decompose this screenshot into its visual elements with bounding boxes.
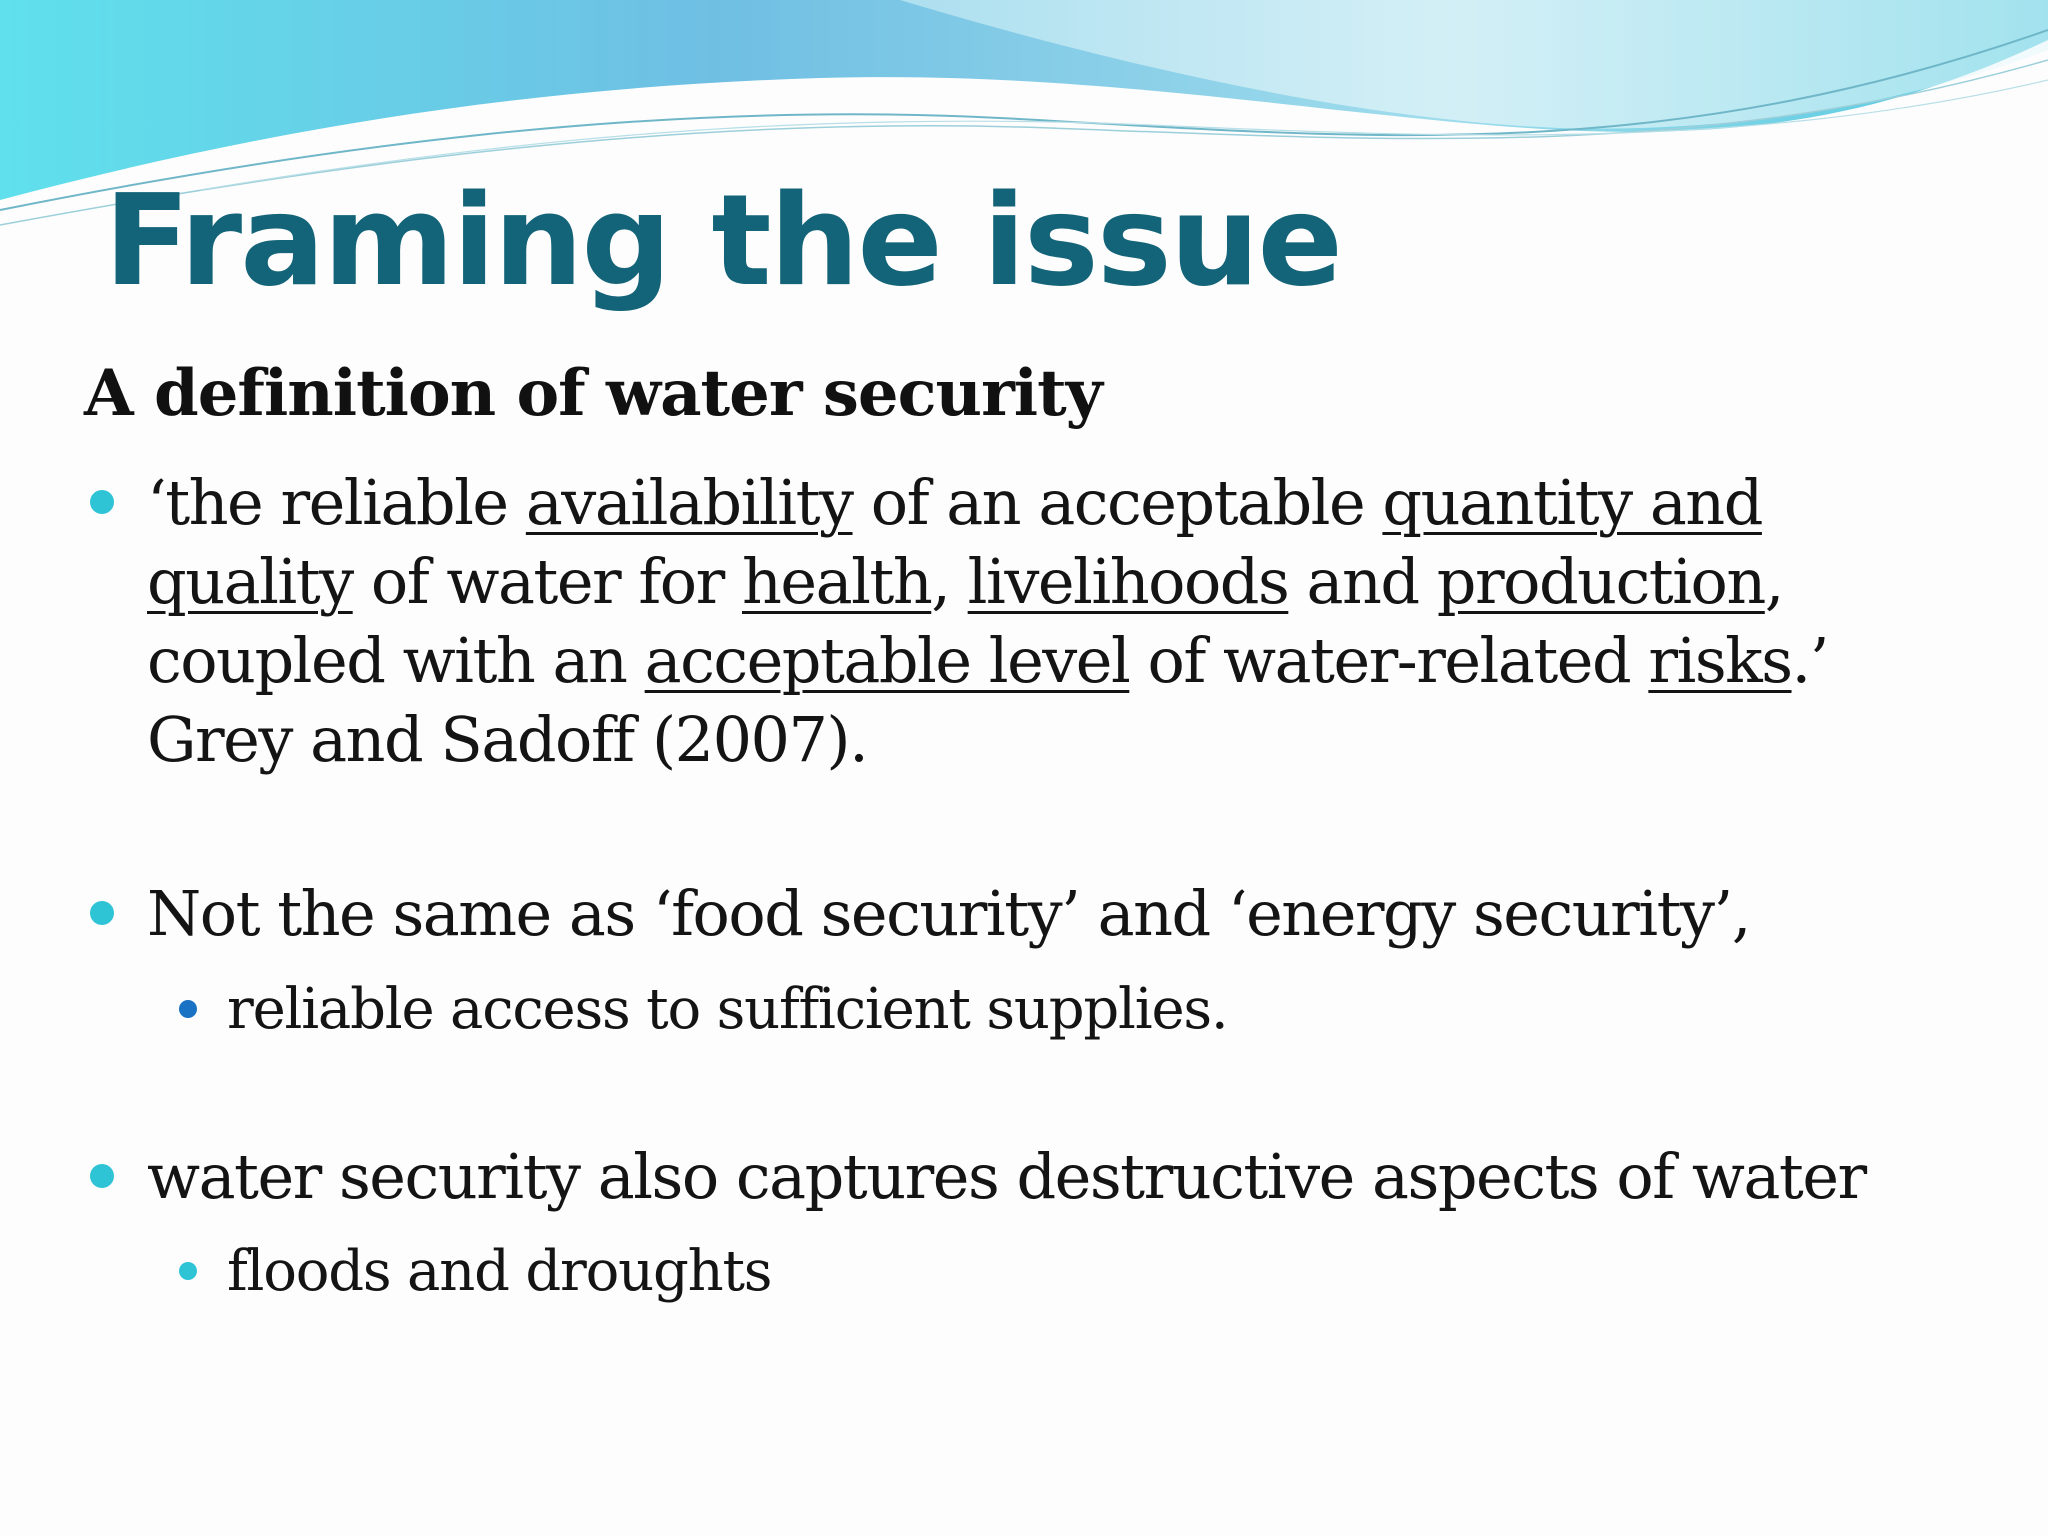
- definition-seg-12: , coupled with an: [147, 545, 1784, 697]
- bullet-dot-icon: [90, 901, 114, 925]
- definition-seg-0: ‘the reliable: [147, 466, 526, 539]
- definition-seg-8: ,: [931, 545, 968, 618]
- sub-bullet-text: floods and droughts: [227, 1239, 772, 1304]
- definition-term-availability: availability: [525, 466, 853, 539]
- bullet-dot-icon: [90, 490, 114, 514]
- definition-seg-2: of an acceptable: [852, 466, 1383, 539]
- sub-bullet-text: reliable access to sufficient supplies.: [227, 977, 1228, 1042]
- subheading: A definition of water security: [84, 356, 1102, 431]
- definition-term-quantity: quantity and: [1382, 466, 1762, 539]
- bullet-text: Not the same as ‘food security’ and ‘energy security’,: [147, 877, 1750, 950]
- definition-quote: [147, 463, 1907, 779]
- definition-term-risks: risks: [1648, 624, 1792, 697]
- definition-term-acceptable-level: acceptable level: [644, 624, 1130, 697]
- definition-term-health: health: [741, 545, 932, 618]
- definition-term-livelihoods: livelihoods: [967, 545, 1289, 618]
- slide-title: Framing the issue: [104, 167, 1342, 314]
- sub-bullet-dot-icon: [179, 1000, 197, 1018]
- definition-seg-6: of water for: [352, 545, 742, 618]
- bullet-dot-icon: [90, 1164, 114, 1188]
- definition-seg-14: of water-related: [1129, 624, 1649, 697]
- definition-term-production: production: [1436, 545, 1765, 618]
- bullet-text: water security also captures destructive aspects of water: [147, 1140, 1866, 1213]
- definition-term-quality: quality: [147, 545, 353, 618]
- sub-bullet-dot-icon: [179, 1262, 197, 1280]
- definition-seg-10: and: [1288, 545, 1437, 618]
- definition-seg-16: .’ Grey and Sadoff (2007).: [147, 624, 1828, 776]
